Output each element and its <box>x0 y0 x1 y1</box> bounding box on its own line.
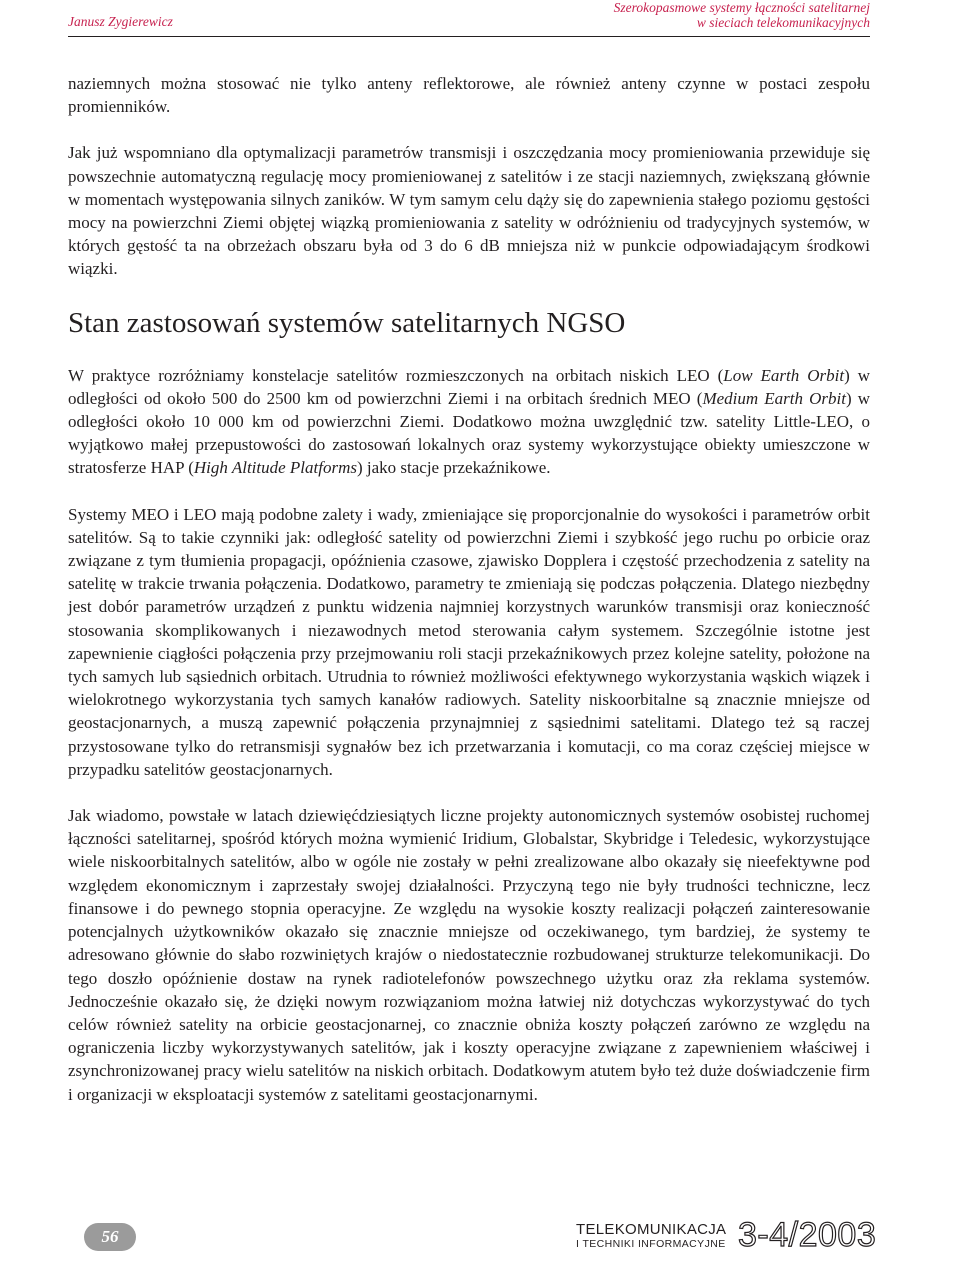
page-number-badge: 56 <box>84 1223 136 1251</box>
header-author: Janusz Zygierewicz <box>68 14 173 29</box>
article-body <box>68 72 870 1129</box>
paragraph-3-text-1: W praktyce rozróżniamy konstelacje satelitów rozmieszczonych na orbitach niskich LEO ( <box>68 365 724 385</box>
header-title-line-1: Szerokopasmowe systemy łączności satelitarnej <box>613 0 870 15</box>
running-header <box>68 0 870 37</box>
term-hap: High Altitude Platforms <box>193 458 357 478</box>
term-meo: Medium Earth Orbit <box>702 388 846 408</box>
paragraph-2: Jak już wspomniano dla optymalizacji parametrów transmisji i oszczędzania mocy promieniowania przewiduje się powszechnie automatyczną regulację mocy promieniowanej z satelitów i ze stacji naziemnych, zwiększaną głównie w momentach występowania silnych zaników. W tym samym celu dąży się do zapewnienia stałego poziomu gęstości mocy na powierzchni Ziemi objętej wiązką promieniowania z satelity w odróżnieniu od tradycyjnych systemów, w których gęstość ta na obrzeżach obszaru była od 3 do 6 dB mniejsza niż w punkcie odpowiadającym środkowi wiązki. <box>68 143 870 279</box>
section-heading: Stan zastosowań systemów satelitarnych NGSO <box>68 306 626 339</box>
page-footer <box>0 1211 960 1271</box>
journal-name-line-2: I TECHNIKI INFORMACYJNE <box>576 1238 726 1250</box>
issue-number: 3-4/2003 <box>738 1216 877 1254</box>
paragraph-5: Jak wiadomo, powstałe w latach dziewięćdziesiątych liczne projekty autonomicznych systemów osobistej ruchomej łączności satelitarnej, spośród których można wymienić Iridium, Globalstar, Skybridge i Teledesic, wykorzystujące wiele niskoorbitalnych satelitów, albo w ogóle nie zostały w pełni zrealizowane albo okazały się nieefektywne pod względem ekonomicznym i zaprzestały swojej działalności. Przyczyną tego nie były trudności techniczne, lecz finansowe i do pewnego stopnia operacyjne. Ze względu na wysokie koszty realizacji połączeń zainteresowanie potencjalnych użytkowników okazało się znacznie mniejsze od oczekiwanego, tym bardziej, że systemy te adresowano głównie do słabo rozwiniętych krajów o niedostatecznie rozbudowanej strukturze telekomunikacji. Do tego doszło opóźnienie dostaw na rynek radiotelefonów powszechnego użytku oraz zła reklama systemów. Jednocześnie okazało się, że dzięki nowym rozwiązaniom można łatwiej niż dotychczas wykorzystywać do tych celów również satelity na orbicie geostacjonarnej, co znacznie obniża koszty połączeń zarówno ze względu na ograniczenia liczby wykorzystywanych satelitów, jak i koszty operacyjne związane z zapewnieniem właściwej i zsynchronizowanej pracy wielu satelitów na niskich orbitach. Dodatkowym atutem było też duże doświadczenie firm i organizacji w eksploatacji systemów z satelitami geostacjonarnymi. <box>68 806 870 1104</box>
paragraph-1: naziemnych można stosować nie tylko anteny reflektorowe, ale również anteny czynne w postaci zespołu promienników. <box>68 74 870 117</box>
journal-name <box>576 1223 726 1251</box>
header-title <box>614 0 870 30</box>
term-leo: Low Earth Orbit <box>723 365 845 385</box>
paragraph-3 <box>68 364 870 480</box>
journal-name-line-1: TELEKOMUNIKACJA <box>576 1221 727 1238</box>
paragraph-3-text-3: ) w odległości około 10 000 km od powierzchni Ziemi. Dodatkowo można uwzględnić tzw. satelity Little-LEO, o wyjątkowo małej przepustowości do zastosowań lokalnych oraz systemy wykorzystujące obiekty umieszczone w stratosferze HAP ( <box>68 388 870 478</box>
paragraph-3-text-4: ) jako stacje przekaźnikowe. <box>356 458 551 478</box>
paragraph-4: Systemy MEO i LEO mają podobne zalety i wady, zmieniające się proporcjonalnie do wysokości i parametrów orbit satelitów. Są to takie czynniki jak: odległość satelity od powierzchni Ziemi i szybkość jego ruchu po orbicie oraz związane z tym tłumienia propagacji, opóźnienia czasowe, zjawisko Dopplera i częstość przechodzenia z satelity na satelitę w trakcie trwania połączenia. Dodatkowo, parametry te zmieniają się podczas połączenia. Dlatego niezbędny jest dobór parametrów urządzeń z punktu widzenia najmniej korzystnych warunków transmisji oraz konieczność stosowania skomplikowanych i niezawodnych metod sterowania całym systemem. Szczególnie istotne jest zapewnienie ciągłości połączenia przy przejmowaniu roli stacji przekaźnikowych przez kolejne satelity, położone na tych samych lub sąsiednich orbitach. Utrudnia to również możliwości efektywnego wykorzystania wąskich wiązek i wielokrotnego wykorzystania tych samych kanałów radiowych. Satelity niskoorbitalne są znacznie mniejsze od geostacjonarnych, a muszą zapewnić połączenia przynajmniej z sąsiednimi satelitami. Dlatego też są raczej przystosowane tylko do retransmisji sygnałów bez ich przetwarzania i komutacji, co ma coraz częściej miejsce w przypadku satelitów geostacjonarnych. <box>68 504 870 779</box>
paragraph-3-text-2: ) w odległości od około 500 do 2500 km od powierzchni Ziemi i na orbitach średnich MEO ( <box>68 365 871 408</box>
header-title-line-2: w sieciach telekomunikacyjnych <box>696 15 870 30</box>
